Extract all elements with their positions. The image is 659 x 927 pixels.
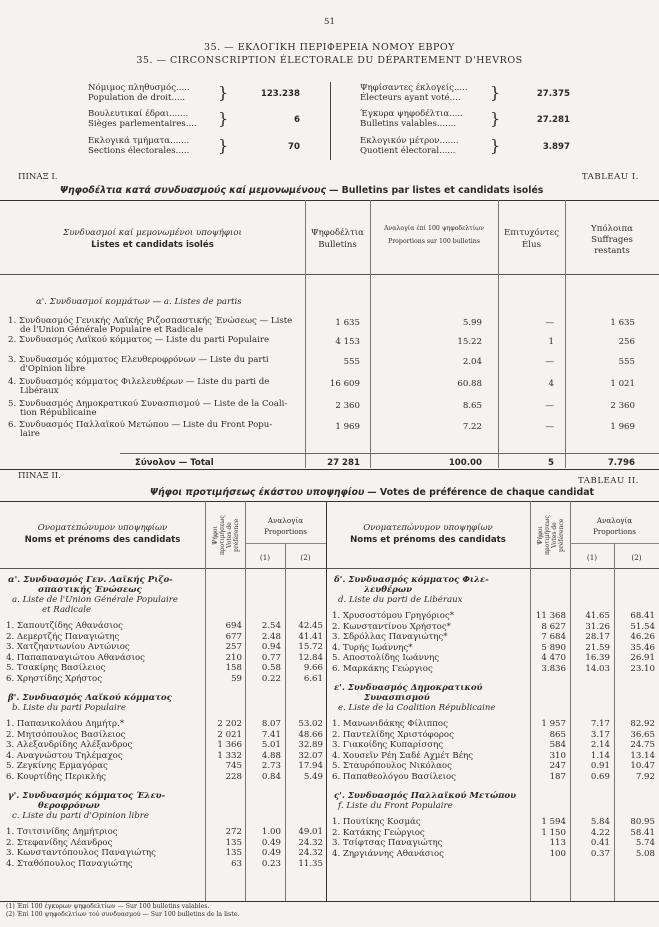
summary-right-label-gr: Έγκυρα ψηφοδέλτια..... (360, 109, 463, 119)
t2-row-name: 6. Κουρτίδης Περικλής (6, 771, 106, 782)
t2-row-p1: 2.14 (590, 740, 610, 750)
t1-total-rule (120, 453, 659, 454)
t1-row-name: 5. Συνδυασμός Δημοκρατικού Συνασπισμού — Liste de la Coali- (8, 399, 288, 409)
t2-row-p2: 5.49 (303, 771, 323, 782)
summary-right-brace: } (490, 83, 501, 102)
t2-row-name: 2. Στεφανίδης Λέανδρος (6, 837, 113, 848)
summary-left-brace: } (218, 83, 229, 102)
t2-right-head-p1: (1) (586, 553, 598, 562)
t1-row-restants: 2 360 (610, 401, 635, 411)
t1-row-pct: 8.65 (462, 401, 482, 411)
title-french: 35. — CIRCONSCRIPTION ÉLECTORALE DU DÉPARTEMENT D'HEVROS (136, 55, 523, 66)
t2-group-title-fr2: et Radicale (42, 605, 92, 615)
t1-row-bulletins: 1 635 (335, 318, 360, 328)
t2-group-title-fr: e. Liste de la Coalition Républicaine (338, 703, 496, 713)
t2-group-title-gr: ς'. Συνδυασμός Παλλαϊκού Μετώπου (334, 791, 517, 801)
t2-row-p2: 5.74 (635, 838, 655, 848)
t1-row-pct: 60.88 (457, 379, 482, 389)
summary-left-brace: } (218, 109, 229, 128)
t2-left-head-name-fr: Noms et prénoms des candidats (24, 535, 181, 545)
summary-right-brace: } (490, 136, 501, 155)
t2-row-p1: 0.91 (590, 761, 610, 771)
t2-group-title-gr2: θεροφρόνων (38, 801, 100, 811)
t1-row-bulletins: 4 153 (335, 337, 360, 347)
t2-row-p2: 10.47 (630, 761, 655, 771)
t2-row-name: 6. Παπαθεολόγου Βασίλειος (332, 771, 456, 782)
t1-row-restants: 1 969 (610, 422, 635, 432)
t2-row-p2: 23.10 (630, 663, 655, 674)
t2-left-head-name-gr: Ονοματεπώνυμον υποψηφίων (37, 523, 168, 533)
t1-head-col5-gr: Υπόλοιπα (591, 224, 633, 234)
t2-row-name: 5. Ζεγκίνης Ερμαγόρας (6, 761, 108, 771)
page-number: 51 (324, 17, 335, 27)
t2-row-name: 4. Παπαπαναγιώτου Αθανάσιος (6, 652, 145, 663)
t2-row-votes: 100 (549, 848, 566, 859)
t1-head-col4-gr: Επιτυχόντες (504, 228, 559, 238)
table1-head-rule (0, 274, 659, 275)
t2-row-name: 6. Μαρκάκης Γεώργιος (332, 663, 433, 674)
t2-row-votes: 210 (225, 652, 242, 663)
t2-row-p2: 51.54 (630, 621, 655, 632)
t1-row-bulletins: 555 (343, 357, 360, 367)
summary-right-label-fr: Bulletins valables....... (360, 119, 457, 129)
t1-head-col4-fr: Élus (522, 240, 541, 250)
t2-row-name: 4. Τυρής Ιωάννης* (332, 642, 413, 653)
t2-left-head-prop-gr: Αναλογία (267, 516, 304, 525)
t1-row-bulletins: 2 360 (335, 401, 360, 411)
t2-right-head-p2: (2) (631, 553, 642, 562)
summary-left-label-fr: Population de droit..... (88, 93, 186, 103)
t2-row-votes: 584 (549, 740, 566, 750)
t2-row-p2: 42.45 (298, 621, 323, 631)
t2-group-title-fr: c. Liste du parti d'Opinion libre (12, 811, 149, 821)
t1-row-pct: 5.99 (462, 318, 482, 328)
t2-right-head-name-gr: Ονοματεπώνυμον υποψηφίων (363, 523, 493, 533)
t2-group-title-gr: γ'. Συνδυασμός κόμματος Έλευ- (8, 791, 166, 801)
t2-row-name: 1. Τσιτσινίδης Δημήτριος (6, 827, 118, 837)
t2-left-head-p1: (1) (259, 553, 271, 562)
t2-row-name: 3. Αλεξανδρίδης Αλέξανδρος (6, 740, 133, 750)
t1-total-restants: 7.796 (607, 458, 635, 468)
summary-left-label-gr: Βουλευτικαί έδραι....... (88, 109, 189, 119)
t2-row-name: 3. Κωνσταντόπουλος Παναγιώτης (6, 848, 156, 858)
table2-caption-gr: Ψήφοι προτιμήσεως έκάστου υποψηφίου (150, 487, 365, 498)
t2-row-p1: 0.23 (261, 858, 281, 869)
t2-row-p1: 0.69 (590, 771, 610, 782)
t2-row-votes: 272 (225, 827, 242, 837)
t1-total-pct: 100.00 (448, 458, 482, 468)
t2-row-votes: 2 202 (217, 719, 242, 729)
table2-top-rule (0, 501, 659, 502)
summary-right-value: 27.281 (536, 115, 570, 125)
summary-right-label-fr: Électeurs ayant voté.... (360, 93, 461, 103)
t2-row-p2: 13.14 (630, 750, 655, 761)
t2-row-p1: 0.22 (261, 673, 281, 684)
t2-row-p2: 24.75 (630, 740, 655, 750)
t1-row-name: 6. Συνδυασμός Παλλαϊκού Μετώπου — Liste du Front Popu- (8, 420, 273, 430)
table2-head-rule (0, 568, 659, 569)
t2-group-title-gr: δ'. Συνδυασμός κόμματος Φιλε- (334, 575, 489, 585)
t2-row-votes: 228 (225, 771, 242, 782)
t2-row-p2: 82.92 (630, 719, 655, 729)
t2-row-votes: 694 (225, 621, 242, 631)
t2-row-name: 5. Σταυρόπουλος Νικόλαος (332, 761, 452, 771)
t2-row-name: 2. Κατάκης Γεώργιος (332, 827, 425, 838)
summary-left-label-gr: Εκλογικά τμήματα....... (88, 136, 190, 146)
t2-row-p1: 4.22 (590, 827, 610, 838)
summary-right-value: 27.375 (536, 89, 570, 99)
t2-row-p2: 41.41 (298, 631, 323, 642)
title-greek: 35. — ΕΚΛΟΓΙΚΗ ΠΕΡΙΦΕΡΕΙΑ ΝΟΜΟΥ ΕΒΡΟΥ (204, 42, 455, 53)
t2-row-p1: 4.88 (261, 750, 281, 761)
table2-caption-fr: — Votes de préférence de chaque candidat (367, 487, 594, 498)
t1-row-name: 4. Συνδυασμός κόμματος Φιλελευθέρων — Liste du parti de (8, 377, 270, 387)
t2-row-p1: 41.65 (585, 611, 610, 621)
table1-label-fr: TABLEAU I. (581, 172, 639, 182)
t2-row-name: 5. Τσακίρης Βασίλειος (6, 663, 106, 673)
t1-row-name: 3. Συνδυασμός κόμματος Ελευθεροφρόνων — Liste du parti (8, 355, 269, 365)
summary-left-value: 6 (294, 115, 300, 125)
t2-row-p1: 5.84 (590, 817, 610, 827)
t2-row-votes: 4 470 (541, 653, 566, 663)
summary-right-label-gr: Εκλογικόν μέτρον....... (360, 136, 459, 146)
t2-row-p1: 0.84 (261, 771, 281, 782)
t1-head-col2-fr: Bulletins (318, 240, 357, 250)
t1-row-name: 1. Συνδυασμός Γενικής Λαϊκής Ριζοσπαστικής Ένώσεως — Liste (8, 316, 293, 326)
t2-row-name: 4. Αναγνώστου Τηλέμαχος (6, 750, 123, 761)
table2-label-gr: ΠΙΝΑΞ ΙΙ. (18, 471, 61, 481)
t1-row-elus: 1 (548, 337, 554, 347)
t2-row-name: 1. Πουτίκης Κοσμάς (332, 817, 421, 827)
t1-head-col5 (565, 224, 659, 257)
t2-left-head-votes: Ψήφοι προτιμήσεως Votes de préférence (212, 515, 240, 555)
footnote-1: (1) Έπί 100 έγκυρων ψηφοδελτίων — Sur 100 bulletins valables. (6, 903, 210, 910)
t2-row-p2: 24.32 (298, 848, 323, 858)
t2-row-p1: 2.48 (261, 631, 281, 642)
t1-row-name-cont: laire (20, 429, 40, 439)
t2-row-p2: 68.41 (630, 611, 655, 621)
t2-row-name: 2. Μητσόπουλος Βασίλειος (6, 729, 126, 740)
t1-row-name-cont: tion Républicaine (20, 408, 97, 418)
t2-row-p1: 21.59 (585, 642, 610, 653)
t2-group-title-gr2: Συνασπισμού (364, 693, 430, 703)
t2-group-title-fr: a. Liste de l'Union Générale Populaire (12, 595, 178, 605)
t1-row-name-cont: d'Opinion libre (20, 364, 86, 374)
t2-row-p1: 14.03 (585, 663, 610, 674)
t2-left-head-p2: (2) (300, 553, 311, 562)
t2-row-p1: 2.73 (261, 761, 281, 771)
footnote-2: (2) Έπί 100 ψηφοδελτίων τού συνδυασμού — Sur 100 bulletins de la liste. (6, 911, 240, 918)
t2-left-head-prop-fr: Proportions (264, 527, 307, 536)
t2-row-p2: 15.72 (298, 642, 323, 652)
t2-group-title-gr: ε'. Συνδυασμός Δημοκρατικού (334, 683, 483, 693)
t2-row-name: 1. Παπανικολάου Δημήτρ.* (6, 719, 125, 729)
t2-row-name: 2. Παντελίδης Χριστόφορος (332, 729, 454, 740)
t2-row-p2: 53.02 (298, 719, 323, 729)
t2-row-name: 3. Σδρόλλας Παναγιώτης* (332, 632, 448, 642)
t2-right-head-prop-fr: Proportions (593, 527, 636, 536)
t2-row-p2: 17.94 (298, 761, 323, 771)
t2-row-p1: 16.39 (585, 653, 610, 663)
t2-row-p1: 0.94 (261, 642, 281, 652)
t2-row-p2: 80.95 (630, 817, 655, 827)
t2-group-title-fr: b. Liste du parti Populaire (12, 703, 126, 713)
t2-row-name: 6. Χρηστίδης Χρήστος (6, 673, 103, 684)
t2-group-title-gr2: σπαστικής Ένώσεως (38, 585, 142, 595)
t2-row-votes: 1 957 (541, 719, 566, 729)
t2-row-p1: 7.17 (590, 719, 610, 729)
t1-head-col3-gr: Αναλογία έπί 100 ψηφοδελτίων (384, 225, 484, 232)
t2-row-name: 1. Χρυσοστόμου Γρηγόριος* (332, 611, 455, 621)
t2-row-p2: 48.66 (298, 729, 323, 740)
summary-left-label-gr: Νόμιμος πληθυσμός..... (88, 83, 190, 93)
summary-right-value: 3.897 (542, 142, 570, 152)
t1-row-pct: 2.04 (462, 357, 482, 367)
table1-caption-gr: Ψηφοδέλτια κατά συνδυασμούς καί μεμονωμένους (60, 185, 326, 196)
t2-row-votes: 135 (225, 848, 242, 858)
t2-group-title-gr: α'. Συνδυασμός Γεν. Λαϊκής Ριζο- (8, 575, 173, 585)
t1-total-label: Σύνολον — Total (135, 458, 214, 468)
t1-head-col1 (0, 228, 305, 250)
t2-row-p1: 0.41 (590, 838, 610, 848)
t2-row-name: 2. Δεμερτζής Παναγιώτης (6, 631, 120, 642)
t2-row-name: 4. Σταθόπουλος Παναγιώτης (6, 858, 133, 869)
t1-row-restants: 555 (618, 357, 635, 367)
t2-row-p2: 5.08 (635, 848, 655, 859)
t2-left-head-prop (245, 515, 326, 537)
t2-right-head-prop (570, 515, 659, 537)
t2-row-p2: 12.84 (298, 652, 323, 663)
t2-row-votes: 135 (225, 837, 242, 848)
table1-top-rule (0, 200, 659, 201)
t2-row-name: 4. Χουσεΐν Ρέη Σαδέ Αχμέτ Βέης (332, 750, 474, 761)
t1-head-col4 (498, 228, 565, 250)
t1-section-title: α'. Συνδυασμοί κομμάτων — a. Listes de partis (36, 297, 242, 307)
t2-center-divider (326, 501, 327, 901)
t2-row-p2: 9.66 (303, 663, 323, 673)
t2-row-p1: 3.17 (590, 729, 610, 740)
t2-row-name: 3. Γιακοίδης Κυπαρίσσης (332, 740, 444, 750)
table2-caption (150, 487, 594, 498)
t1-total-bulletins: 27 281 (327, 458, 360, 468)
t2-row-name: 3. Τσίφτσας Παναγιώτης (332, 838, 443, 848)
t2-row-name: 4. Ζηργιάννης Αθανάσιος (332, 848, 444, 859)
t2-row-votes: 1 594 (541, 817, 566, 827)
t2-row-name: 1. Σαπουτζίδης Αθανάσιος (6, 621, 123, 631)
t2-row-p2: 35.46 (630, 642, 655, 653)
t2-row-votes: 7 684 (541, 632, 566, 642)
t1-row-elus: 4 (548, 379, 554, 389)
t2-row-votes: 2 021 (217, 729, 242, 740)
t2-row-p2: 49.01 (298, 827, 323, 837)
summary-divider (330, 82, 331, 160)
t2-row-votes: 158 (225, 663, 242, 673)
t2-row-p2: 32.07 (298, 750, 323, 761)
t2-row-name: 5. Αποστολίδης Ιωάννης (332, 653, 440, 663)
summary-left-value: 123.238 (260, 89, 300, 99)
t2-row-votes: 8 627 (541, 621, 566, 632)
t1-row-name: 2. Συνδυασμός Λαϊκού κόμματος — Liste du parti Populaire (8, 335, 270, 345)
t2-row-p1: 1.14 (590, 750, 610, 761)
t1-head-col5-fr: Suffrages restants (591, 235, 633, 256)
t1-row-name-cont: Libéraux (20, 386, 59, 396)
t2-group-title-fr: f. Liste du Front Populaire (338, 801, 453, 811)
t1-row-bulletins: 16 609 (329, 379, 360, 389)
summary-right-brace: } (490, 109, 501, 128)
t2-row-votes: 113 (549, 838, 566, 848)
t1-row-restants: 256 (618, 337, 635, 347)
t2-row-votes: 745 (225, 761, 242, 771)
table1-caption (60, 185, 543, 196)
t1-total-elus: 5 (548, 458, 554, 468)
t2-row-p2: 36.65 (630, 729, 655, 740)
t2-row-votes: 1 366 (217, 740, 242, 750)
t2-row-p1: 2.54 (261, 621, 281, 631)
t2-row-votes: 3.836 (541, 663, 566, 674)
t2-row-name: 3. Χατζηαντωνίου Αντώνιος (6, 642, 130, 652)
summary-right-label-fr: Quotient électoral...... (360, 146, 456, 156)
t2-row-p1: 28.17 (585, 632, 610, 642)
t1-row-restants: 1 021 (610, 379, 635, 389)
t1-row-pct: 7.22 (462, 422, 482, 432)
t2-row-p1: 0.77 (261, 652, 281, 663)
t2-row-p2: 32.89 (298, 740, 323, 750)
t2-row-p1: 0.49 (261, 837, 281, 848)
t2-row-p1: 5.01 (261, 740, 281, 750)
t2-row-p2: 24.32 (298, 837, 323, 848)
t2-row-p2: 46.26 (630, 632, 655, 642)
t2-row-votes: 247 (549, 761, 566, 771)
t2-row-name: 2. Κωνσταντίνου Χρήστος* (332, 621, 451, 632)
t2-row-p2: 6.61 (303, 673, 323, 684)
t2-row-votes: 310 (549, 750, 566, 761)
t2-group-title-gr: β'. Συνδυασμός Λαϊκού κόμματος (8, 693, 172, 703)
table1-label-gr: ΠΙΝΑΞ Ι. (18, 172, 58, 182)
table1-bottom-rule (0, 469, 659, 470)
t2-right-head-votes: Ψήφοι προτιμήσεως Votes de préférence (537, 515, 565, 555)
t1-row-elus: — (545, 318, 554, 328)
t2-row-votes: 1 332 (217, 750, 242, 761)
t1-row-elus: — (545, 357, 554, 367)
summary-left-brace: } (218, 136, 229, 155)
t1-head-col3 (372, 224, 496, 246)
t2-group-title-fr: d. Liste du parti de Libéraux (338, 595, 463, 605)
t1-head-col2-gr: Ψηφοδέλτια (311, 228, 364, 238)
t2-row-votes: 63 (231, 858, 242, 869)
t2-row-name: 1. Μανωνιδάκης Φίλιππος (332, 719, 448, 729)
t2-right-head-name (326, 523, 530, 545)
t2-row-p1: 1.00 (261, 827, 281, 837)
t1-row-bulletins: 1 969 (335, 422, 360, 432)
t1-row-pct: 15.22 (457, 337, 482, 347)
t2-row-votes: 257 (225, 642, 242, 652)
t2-row-p2: 26.91 (630, 653, 655, 663)
t2-row-p1: 7.41 (261, 729, 281, 740)
t2-row-votes: 59 (231, 673, 242, 684)
t1-head-col3-fr: Proportions sur 100 bulletins (388, 238, 480, 245)
t1-row-elus: — (545, 401, 554, 411)
t2-row-p2: 58.41 (630, 827, 655, 838)
t2-right-head-name-fr: Noms et prénoms des candidats (350, 535, 506, 545)
t2-right-head-prop-gr: Αναλογία (596, 516, 633, 525)
t1-row-restants: 1 635 (610, 318, 635, 328)
table2-bottom-rule (0, 901, 659, 902)
t2-row-votes: 187 (549, 771, 566, 782)
t1-head-col1-gr: Συνδυασμοί καί μεμονωμένοι υποψήφιοι (63, 228, 242, 238)
t1-row-name-cont: de l'Union Générale Populaire et Radicale (20, 325, 204, 335)
t2-group-title-gr2: λευθέρων (364, 585, 413, 595)
summary-right-label-gr: Ψηφίσαντες έκλογείς..... (360, 83, 468, 93)
t2-left-head-name (0, 523, 205, 545)
t2-row-p2: 11.35 (298, 858, 323, 869)
t2-row-p1: 0.58 (261, 663, 281, 673)
t2-row-p1: 0.37 (590, 848, 610, 859)
t2-row-votes: 11 368 (535, 611, 566, 621)
table2-label-fr: TABLEAU II. (578, 476, 639, 486)
table1-caption-fr: — Bulletins par listes et candidats isolés (328, 185, 544, 196)
t1-head-col2 (305, 228, 370, 250)
t2-row-p1: 0.49 (261, 848, 281, 858)
t1-head-col1-fr: Listes et candidats isolés (91, 240, 214, 250)
t2-row-votes: 865 (549, 729, 566, 740)
summary-left-label-fr: Sections électorales..... (88, 146, 190, 156)
t2-row-votes: 5 890 (541, 642, 566, 653)
summary-left-label-fr: Sièges parlementaires.... (88, 119, 197, 129)
t2-row-votes: 1 150 (541, 827, 566, 838)
summary-left-value: 70 (288, 142, 300, 152)
t2-row-p1: 31.26 (585, 621, 610, 632)
t1-row-elus: — (545, 422, 554, 432)
t2-row-votes: 677 (225, 631, 242, 642)
t2-row-p1: 8.07 (261, 719, 281, 729)
t2-row-p2: 7.92 (635, 771, 655, 782)
